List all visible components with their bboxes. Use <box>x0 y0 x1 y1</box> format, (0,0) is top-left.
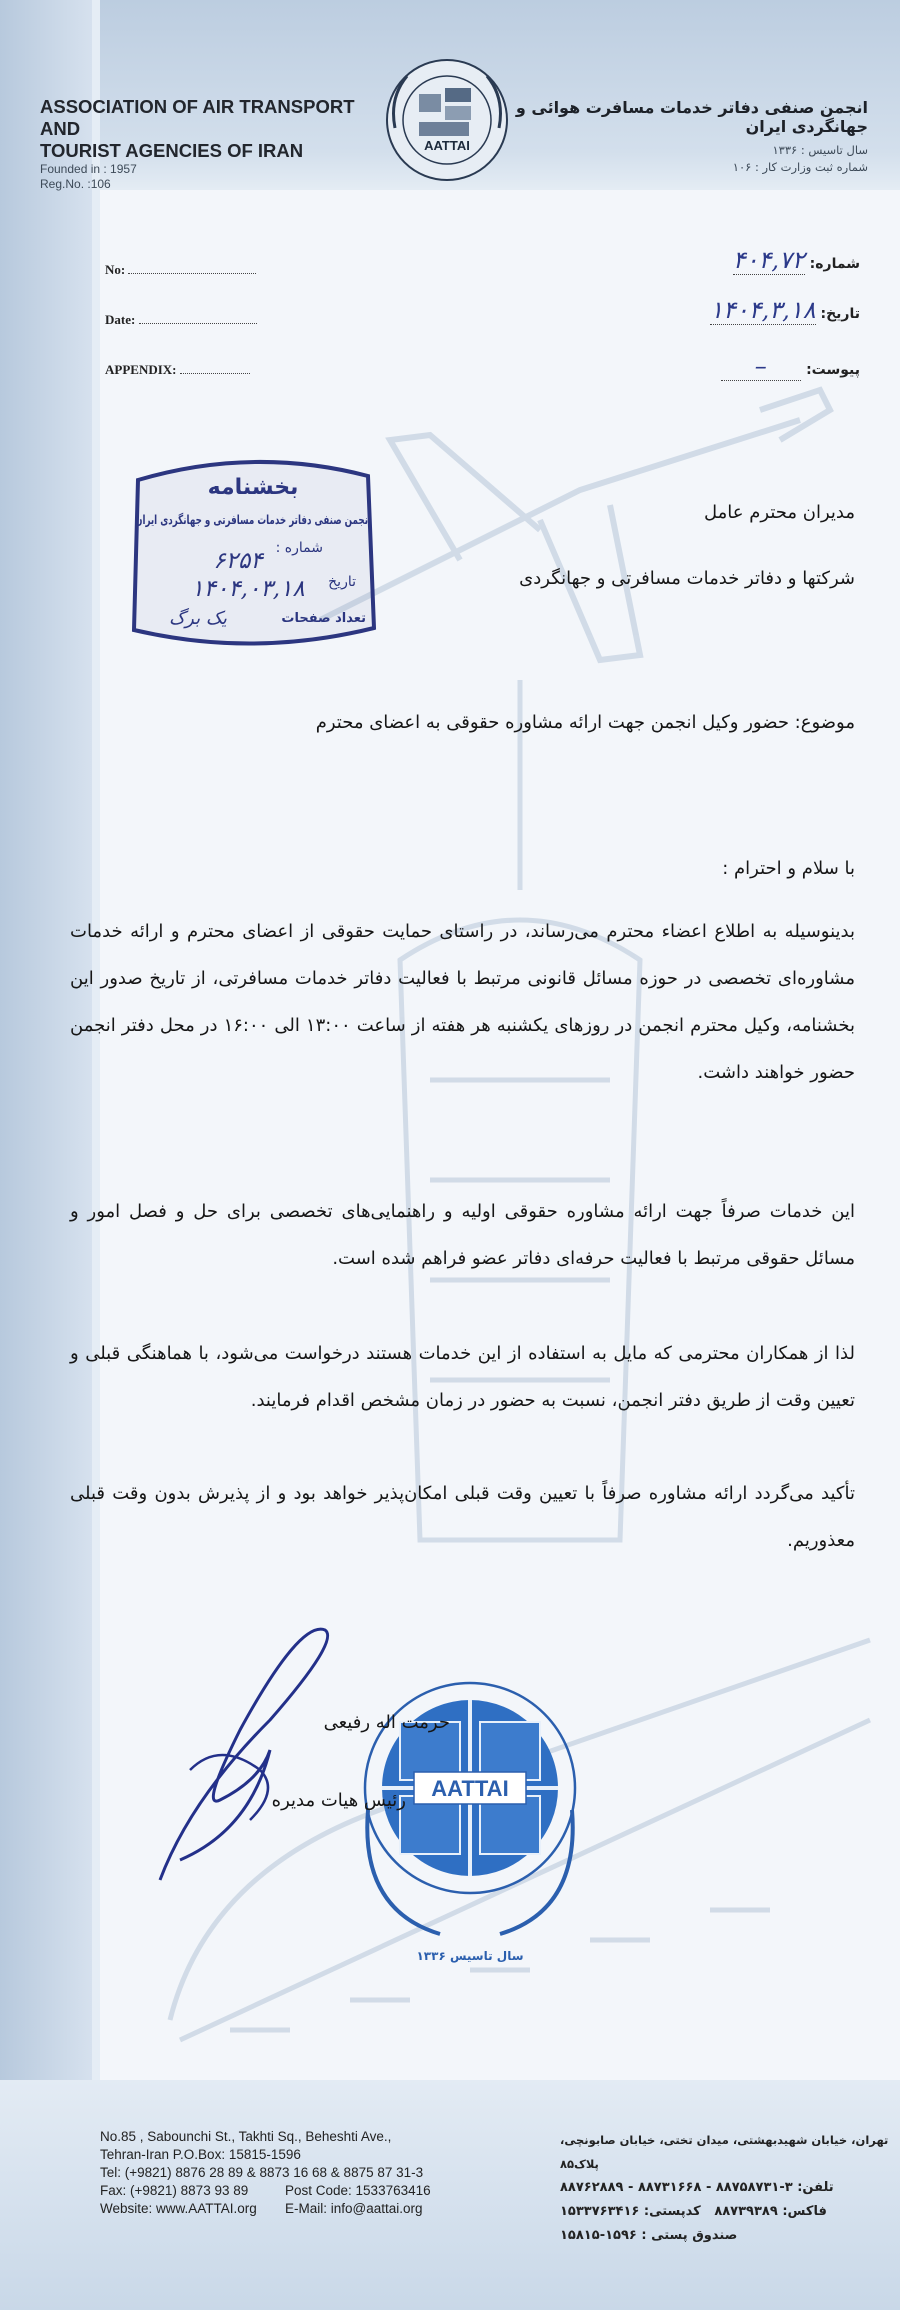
ref-attachment-fa <box>721 352 860 381</box>
ref-appendix-label: APPENDIX: <box>105 362 177 377</box>
ref-date-label: Date: <box>105 312 136 327</box>
left-accent-band <box>0 0 92 2310</box>
ref-date-dots <box>139 312 257 324</box>
left-accent-edge <box>92 0 100 2310</box>
stamp-number-value: ۶۲۵۴ <box>213 548 263 574</box>
footer-contact-fa <box>560 2128 890 2248</box>
ref-number-fa <box>733 246 860 275</box>
footer-fax-postcode-fa <box>560 2200 890 2224</box>
footer-address-line1: No.85 , Sabounchi St., Takhti Sq., Beheshti Ave., <box>100 2129 392 2144</box>
body-paragraph-4: تأکید می‌گردد ارائه مشاوره صرفاً با تعیین وقت قبلی امکان‌پذیر خواهد بود و از پذیرش بدون وقت قبلی معذوریم. <box>70 1483 855 1551</box>
org-name-en-line1: ASSOCIATION OF AIR TRANSPORT AND <box>40 96 355 139</box>
seal-logo-text: AATTAI <box>431 1776 509 1801</box>
ref-appendix-en <box>105 362 250 378</box>
org-name-english <box>40 96 370 192</box>
ref-date-label-fa: تاریخ: <box>820 306 860 322</box>
stamp-date-label: تاریخ <box>328 574 356 590</box>
stamp-pages-value: یک برگ <box>169 608 227 629</box>
ship-watermark-icon <box>360 660 680 1560</box>
stamp-org: انجمن صنفی دفاتر خدمات مسافرتی و جهانگردی ایران <box>135 512 371 527</box>
org-name-en-line2: TOURIST AGENCIES OF IRAN <box>40 140 304 161</box>
logo-text: AATTAI <box>424 138 470 153</box>
ref-number-value: ۴۰۴,۷۲ <box>732 246 805 274</box>
ref-no-en <box>105 262 256 278</box>
body-paragraph-3: لذا از همکاران محترمی که مایل به استفاده از این خدمات هستند درخواست می‌شود، با هماهنگی قبلی و تعیین وقت از طریق دفتر انجمن، نسبت به حضور در زمان مشخص اقدام فرمایند. <box>70 1343 855 1411</box>
org-name-fa: انجمن صنفی دفاتر خدمات مسافرت هوائی و جهانگردی ایران <box>515 98 868 136</box>
signatory-title: رئیس هیات مدیره <box>271 1790 406 1811</box>
stamp-title: بخشنامه <box>207 475 299 500</box>
ref-no-label: No: <box>105 262 126 277</box>
body-paragraph-1: بدینوسیله به اطلاع اعضاء محترم می‌رساند، در راستای حمایت حقوقی از اعضای محترم و ارائه خدمات مشاوره‌ای تخصصی در حوزه مسائل قانونی مرتبط با فعالیت دفاتر خدمات مسافرتی، از تاریخ صدور این بخشنامه، وکیل محترم انجمن در روزهای یکشنبه هر هفته از ساعت ۱۳:۰۰ الی ۱۶:۰۰ در محل دفتر انجمن حضور خواهند داشت. <box>70 921 855 1083</box>
founded-year-en: Founded in : 1957 <box>40 162 137 176</box>
subject-line: موضوع: حضور وکیل انجمن جهت ارائه مشاوره حقوقی به اعضای محترم <box>315 712 855 733</box>
founded-year-fa: سال تاسیس : ۱۳۳۶ <box>772 143 868 157</box>
seal-year: سال تاسیس ۱۳۳۶ <box>416 1949 524 1963</box>
stamp-number-label: شماره : <box>275 540 323 556</box>
ref-number-label-fa: شماره: <box>809 256 860 272</box>
reg-number-en: Reg.No. :106 <box>40 177 111 191</box>
ref-appendix-dots <box>180 362 250 374</box>
ref-attachment-label-fa: پیوست: <box>806 362 860 378</box>
circular-stamp <box>118 452 388 656</box>
recipient-line1: مدیران محترم عامل <box>704 502 855 523</box>
footer-email[interactable]: E-Mail: info@aattai.org <box>285 2201 423 2216</box>
stamp-date-value: ۱۴۰۴,۰۳,۱۸ <box>191 576 305 602</box>
ref-no-dots <box>128 262 256 274</box>
footer-postcode-fa: کدپستی: ۱۵۳۳۷۶۳۴۱۶ <box>560 2204 701 2219</box>
footer-postcode: Post Code: 1533763416 <box>285 2183 431 2198</box>
signatory-name: حرمت اله رفیعی <box>323 1712 450 1733</box>
footer-tel: Tel: (+9821) 8876 28 89 & 8873 16 68 & 8875 87 31-3 <box>100 2165 424 2180</box>
stamp-pages-label: تعداد صفحات <box>281 611 366 626</box>
body-paragraph-2: این خدمات صرفاً جهت ارائه مشاوره حقوقی اولیه و راهنمایی‌های تخصصی برای حل و فصل امور و مسائل حقوقی مرتبط با فعالیت حرفه‌ای دفاتر عضو فراهم شده است. <box>70 1201 855 1269</box>
footer-contact-en <box>100 2128 440 2218</box>
org-name-persian <box>458 98 868 176</box>
official-seal <box>350 1660 590 1990</box>
recipient-line2: شرکتها و دفاتر خدمات مسافرتی و جهانگردی <box>519 568 855 589</box>
footer-fax-fa: فاکس: ۸۸۷۳۹۳۸۹ <box>714 2204 827 2219</box>
footer-fax: Fax: (+9821) 8873 93 89 <box>100 2183 249 2198</box>
footer-pobox-fa: صندوق پستی : ۱۵۹۶-۱۵۸۱۵ <box>560 2228 738 2243</box>
reg-number-fa: شماره ثبت وزارت کار : ۱۰۶ <box>732 160 868 174</box>
footer-address-fa: تهران، خیابان شهیدبهشتی، میدان تختی، خیابان صابونچی، پلاک۸۵ <box>560 2133 889 2171</box>
ref-attachment-value: – <box>754 352 768 380</box>
footer-address-line2: Tehran-Iran P.O.Box: 15815-1596 <box>100 2147 301 2162</box>
signature-scribble <box>150 1600 380 1900</box>
ref-date-fa <box>710 296 860 325</box>
ref-date-value: ۱۴۰۴,۳,۱۸ <box>710 296 816 324</box>
footer-website[interactable]: Website: www.AATTAI.org <box>100 2201 257 2216</box>
ref-date-en <box>105 312 257 328</box>
greeting: با سلام و احترام : <box>722 858 855 879</box>
footer-tel-fa: تلفن: ۳-۸۸۷۵۸۷۳۱ - ۸۸۷۳۱۶۶۸ - ۸۸۷۶۲۸۸۹ <box>560 2180 834 2195</box>
